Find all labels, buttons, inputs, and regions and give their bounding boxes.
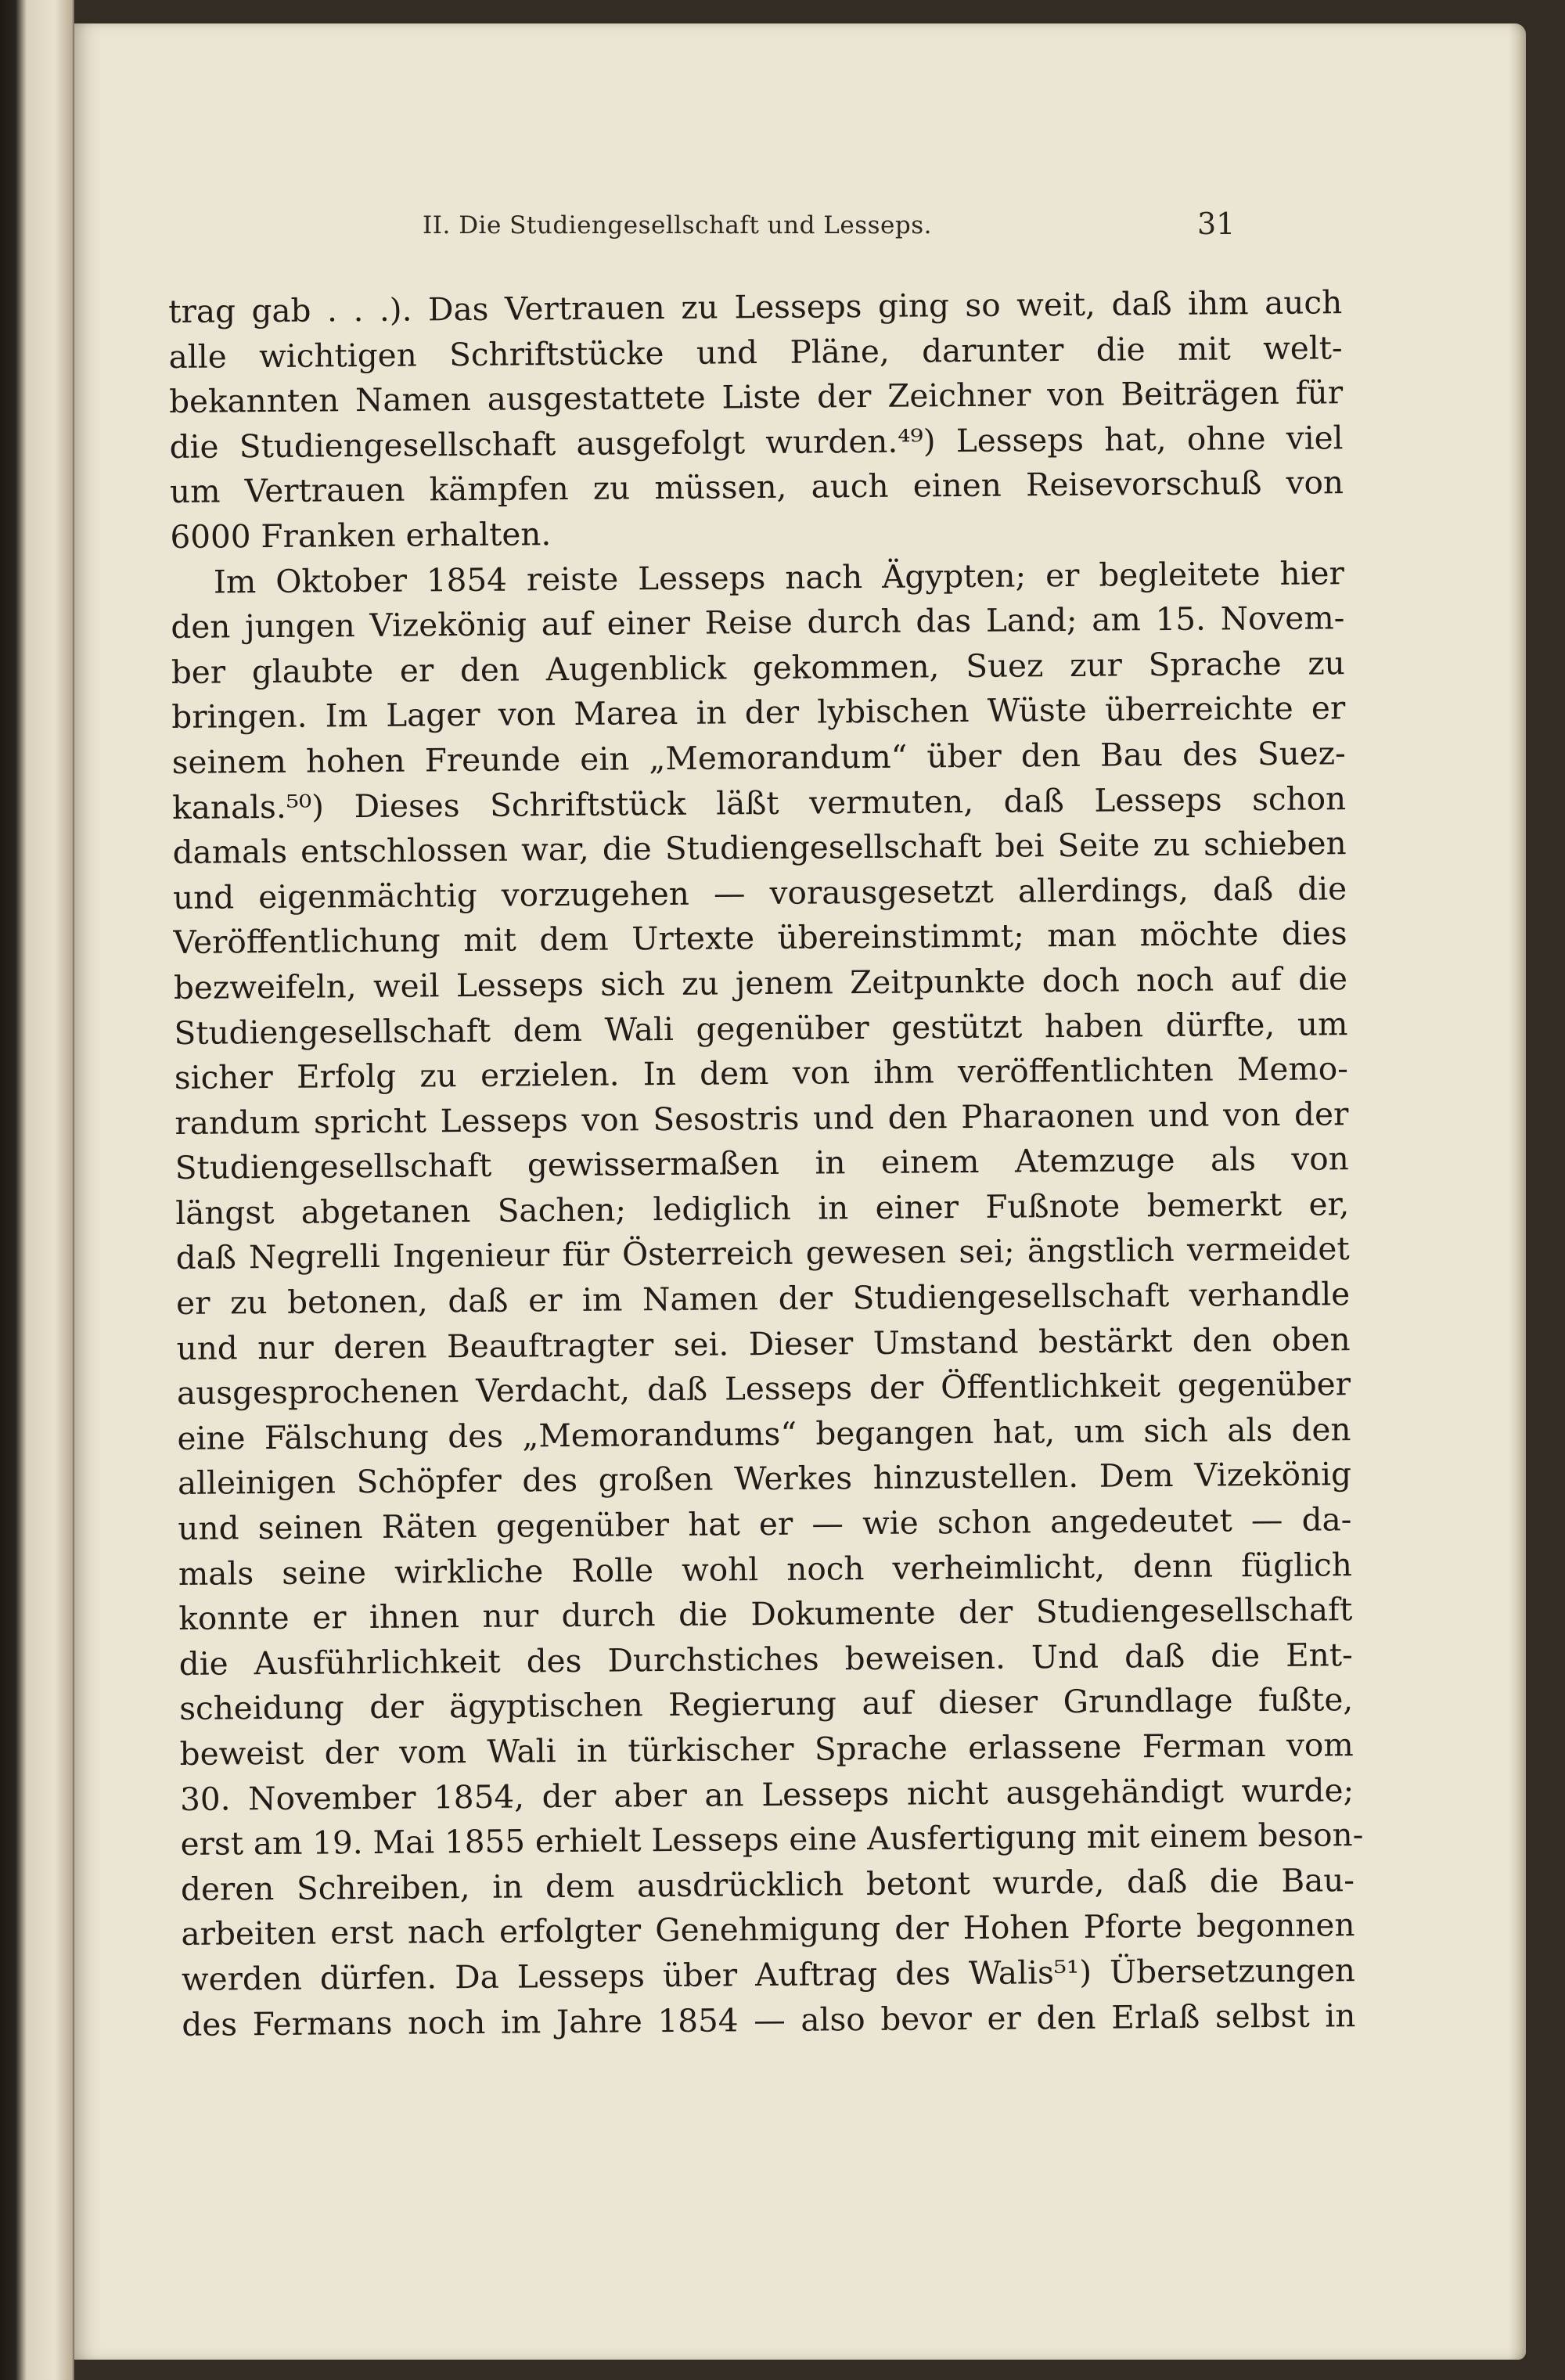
text-line: bezweifeln, weil Lesseps sich zu jenem Zeitpunkte doch noch auf die	[173, 960, 1348, 1006]
book-page	[74, 23, 1526, 2360]
text-line: Studiengesellschaft gewissermaßen in einem Atemzuge als von	[174, 1140, 1349, 1187]
text-line: Veröffentlichung mit dem Urtexte übereinstimmt; man möchte dies	[173, 914, 1347, 962]
text-line: Studiengesellschaft dem Wali gegenüber gestützt haben dürfte, um	[174, 1004, 1348, 1052]
page-number: 31	[1197, 207, 1236, 241]
text-line: daß Negrelli Ingenieur für Österreich gewesen sei; ängstlich vermeidet	[175, 1230, 1350, 1277]
text-line: und seinen Räten gegenüber hat er — wie schon angedeutet — da-	[178, 1500, 1352, 1547]
text-line: und nur deren Beauftragter sei. Dieser Umstand bestärkt den oben	[176, 1320, 1351, 1367]
page-edge-shadow	[1509, 23, 1526, 2360]
text-line: werden dürfen. Da Lesseps über Auftrag des Walis⁵¹) Übersetzungen	[181, 1951, 1356, 1998]
text-line: konnte er ihnen nur durch die Dokumente der Studiengesellschaft	[178, 1590, 1353, 1638]
text-line: kanals.⁵⁰) Dieses Schriftstück läßt vermuten, daß Lesseps schon	[172, 779, 1347, 826]
text-line: bringen. Im Lager von Marea in der lybischen Wüste überreichte er	[171, 689, 1346, 736]
text-line: er zu betonen, daß er im Namen der Studiengesellschaft verhandle	[175, 1275, 1351, 1323]
text-line: arbeiten erst nach erfolgter Genehmigung der Hohen Pforte begonnen	[181, 1906, 1355, 1953]
text-line: Im Oktober 1854 reiste Lesseps nach Ägypten; er begleitete hier	[213, 553, 1345, 601]
text-line: 6000 Franken erhalten.	[170, 515, 552, 556]
text-line: trag gab . . .). Das Vertrauen zu Lesseps ging so weit, daß ihm auch	[168, 283, 1343, 330]
text-line: ausgesprochenen Verdacht, daß Lesseps der Öffentlichkeit gegenüber	[176, 1365, 1351, 1413]
text-line: randum spricht Lesseps von Sesostris und den Pharaonen und von der	[174, 1094, 1349, 1142]
text-line: die Ausführlichkeit des Durchstiches beweisen. Und daß die Ent-	[178, 1635, 1353, 1683]
running-head-title: II. Die Studiengesellschaft und Lesseps.	[423, 211, 933, 239]
text-line: bekannten Namen ausgestattete Liste der Zeichner von Beiträgen für	[168, 373, 1344, 421]
text-line: den jungen Vizekönig auf einer Reise durch das Land; am 15. Novem-	[171, 599, 1345, 646]
text-line: deren Schreiben, in dem ausdrücklich betont wurde, daß die Bau-	[180, 1860, 1355, 1908]
text-line: alle wichtigen Schriftstücke und Pläne, darunter die mit welt-	[168, 328, 1343, 376]
text-line: sicher Erfolg zu erzielen. In dem von ihm veröffentlichten Memo-	[174, 1050, 1349, 1097]
text-line: seinem hohen Freunde ein „Memorandum“ über den Bau des Suez-	[171, 734, 1346, 781]
text-line: und eigenmächtig vorzugehen — vorausgesetzt allerdings, daß die	[172, 869, 1347, 916]
text-line: mals seine wirkliche Rolle wohl noch verheimlicht, denn füglich	[178, 1545, 1353, 1593]
text-line: scheidung der ägyptischen Regierung auf dieser Grundlage fußte,	[179, 1680, 1354, 1728]
running-head	[74, 202, 1526, 249]
text-line: beweist der vom Wali in türkischer Sprache erlassene Ferman vom	[179, 1726, 1354, 1773]
body-text	[168, 280, 1364, 2047]
text-line: alleinigen Schöpfer des großen Werkes hinzustellen. Dem Vizekönig	[177, 1455, 1352, 1503]
text-line: 30. November 1854, der aber an Lesseps nicht ausgehändigt wurde;	[179, 1770, 1355, 1818]
text-line: die Studiengesellschaft ausgefolgt wurden.⁴⁹) Lesseps hat, ohne viel	[169, 418, 1344, 466]
text-line: eine Fälschung des „Memorandums“ begangen hat, um sich als den	[177, 1410, 1351, 1457]
text-line: des Fermans noch im Jahre 1854 — also bevor er den Erlaß selbst in	[182, 1996, 1356, 2043]
text-line: um Vertrauen kämpfen zu müssen, auch einen Reisevorschuß von	[169, 463, 1344, 511]
text-line: damals entschlossen war, die Studiengesellschaft bei Seite zu schieben	[172, 824, 1347, 872]
text-line: ber glaubte er den Augenblick gekommen, Suez zur Sprache zu	[171, 643, 1345, 691]
text-line: längst abgetanen Sachen; lediglich in einer Fußnote bemerkt er,	[175, 1185, 1350, 1232]
previous-page-edge	[0, 0, 74, 2380]
text-line: erst am 19. Mai 1855 erhielt Lesseps eine Ausfertigung mit einem beson-	[180, 1816, 1364, 1863]
